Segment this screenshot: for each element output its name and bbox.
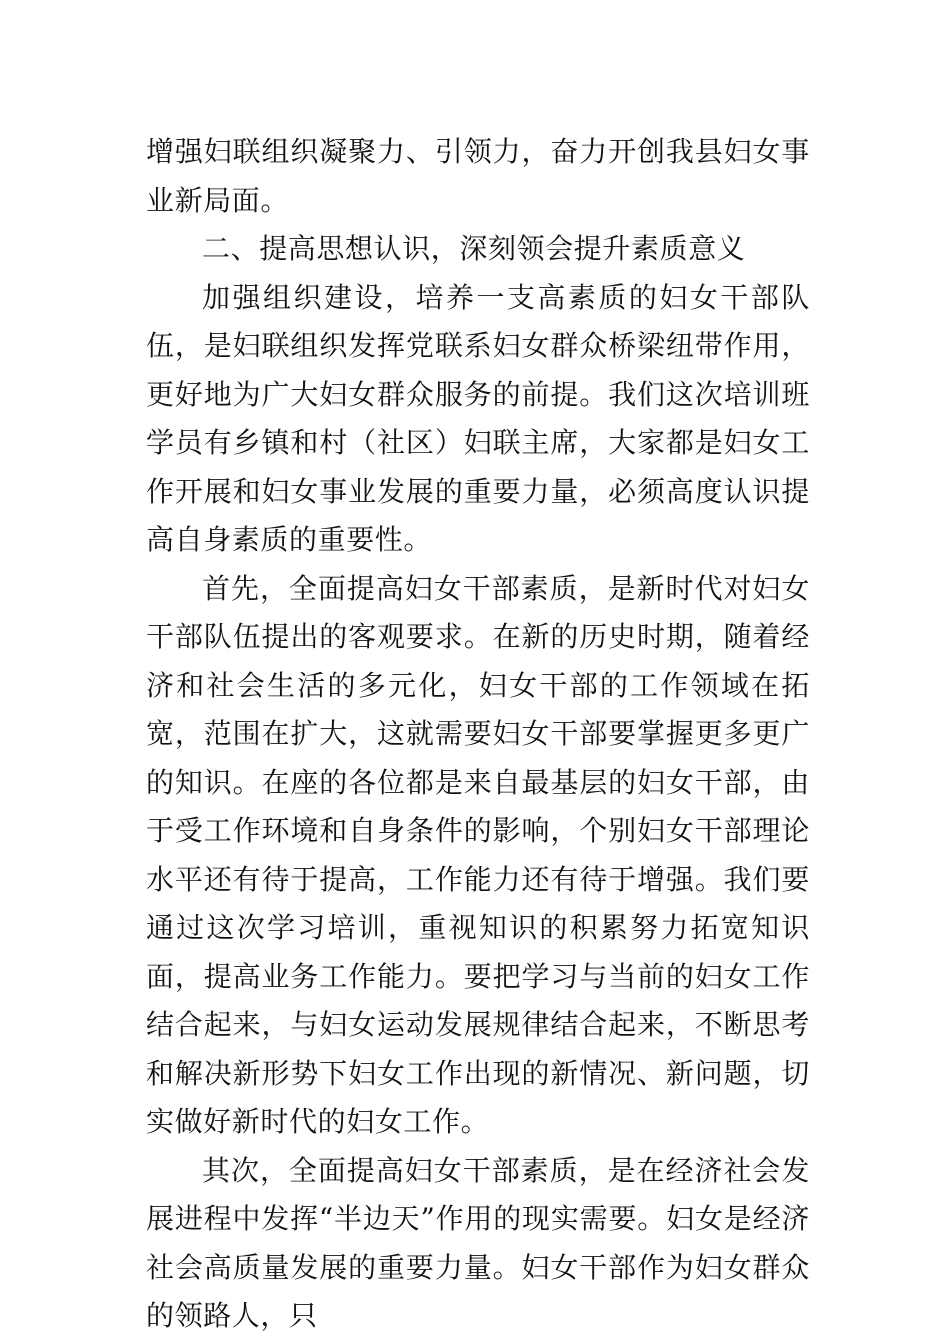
paragraph-first-point: 首先，全面提高妇女干部素质，是新时代对妇女干部队伍提出的客观要求。在新的历史时期，随着经济和社会生活的多元化，妇女干部的工作领域在拓宽，范围在扩大，这就需要妇女干部要掌握更多更广的知识。在座的各位都是来自最基层的妇女干部，由于受工作环境和自身条件的影响，个别妇女干部理论水平还有待于提高，工作能力还有待于增强。我们要通过这次学习培训，重视知识的积累努力拓宽知识面，提高业务工作能力。要把学习与当前的妇女工作结合起来，与妇女运动发展规律结合起来，不断思考和解决新形势下妇女工作出现的新情况、新问题，切实做好新时代的妇女工作。 — [146, 571, 810, 1138]
document-body — [146, 128, 810, 1341]
paragraph-second-point: 其次，全面提高妇女干部素质，是在经济社会发展进程中发挥“半边天”作用的现实需要。妇女是经济社会高质量发展的重要力量。妇女干部作为妇女群众的领路人，只 — [146, 1153, 810, 1332]
paragraph-continuation: 增强妇联组织凝聚力、引领力，奋力开创我县妇女事业新局面。 — [146, 135, 810, 217]
paragraph-organization-building: 加强组织建设，培养一支高素质的妇女干部队伍，是妇联组织发挥党联系妇女群众桥梁纽带作用，更好地为广大妇女群众服务的前提。我们这次培训班学员有乡镇和村（社区）妇联主席，大家都是妇女工作开展和妇女事业发展的重要力量，必须高度认识提高自身素质的重要性。 — [146, 280, 810, 556]
section-heading: 二、提高思想认识，深刻领会提升素质意义 — [202, 232, 746, 265]
